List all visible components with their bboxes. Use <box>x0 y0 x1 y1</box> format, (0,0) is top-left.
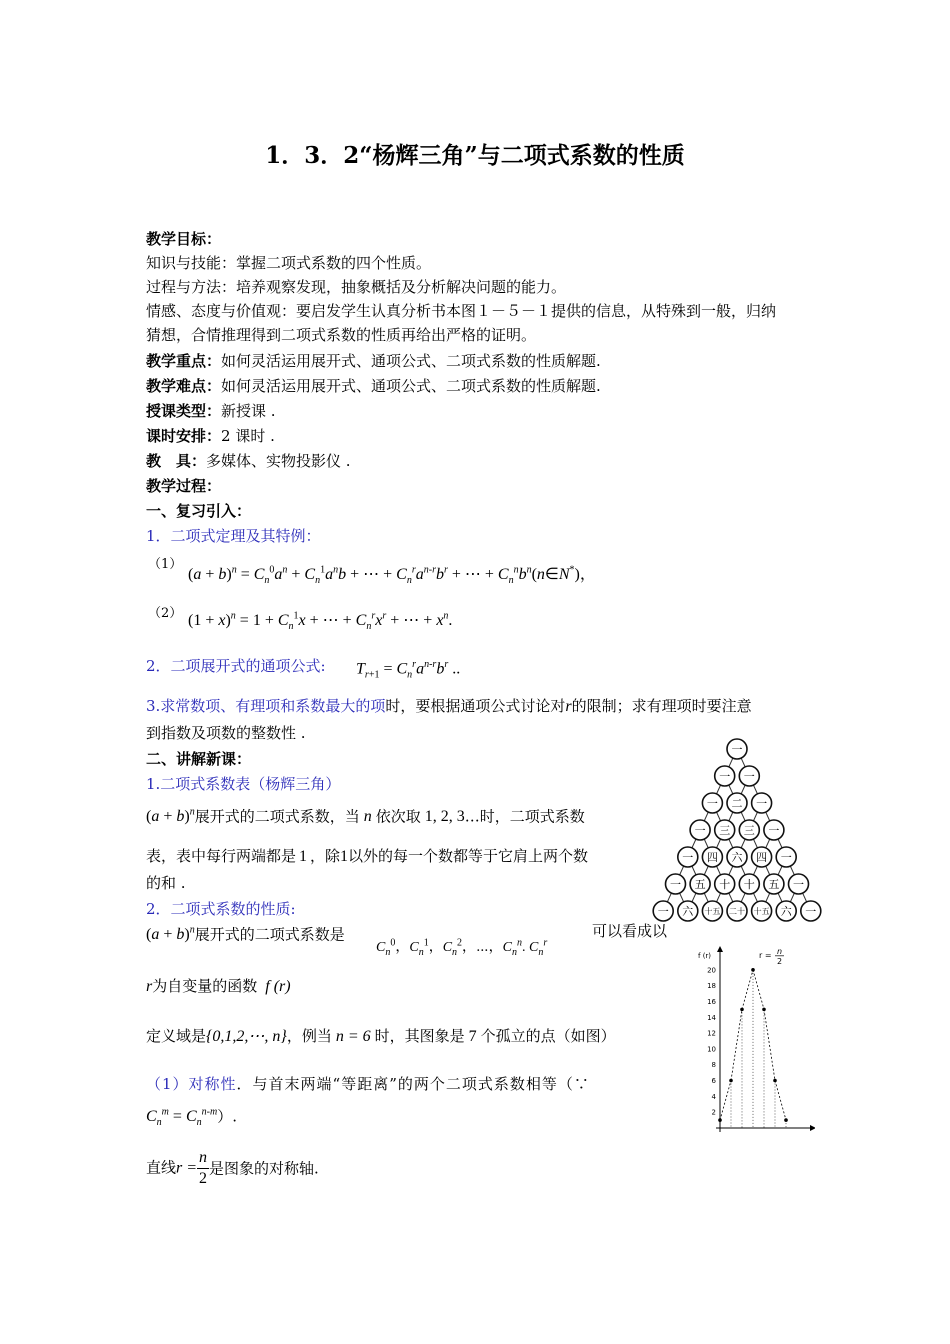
y-tick-label: 20 <box>707 966 716 975</box>
triangle-node <box>739 820 759 840</box>
triangle-node <box>727 847 747 867</box>
triangle-node-label: 十五 <box>704 907 721 917</box>
triangle-node <box>715 766 735 786</box>
triangle-node <box>752 847 772 867</box>
triangle-node <box>678 901 698 921</box>
symmetry-property <box>146 1073 590 1095</box>
triangle-node <box>702 793 722 813</box>
y-axis-arrow <box>717 946 723 952</box>
para-1-l2-text-a: 表，表中每行两端都是 <box>146 847 297 865</box>
para-2-text-f: 时，其图象是 <box>374 1027 465 1045</box>
para-2-n-equals-6: n = 6 <box>335 1028 371 1045</box>
triangle-node-label: 一 <box>743 770 755 784</box>
axis-r-equals: r = <box>176 1159 198 1177</box>
data-point <box>729 1079 733 1083</box>
triangle-node-label: 六 <box>780 905 792 919</box>
formula-special-case: $(1 + x)^n = 1 + C_n^1x$ + ⋯ + $C_n^rx^r$ + ⋯ + $x^n$. <box>188 610 453 633</box>
objective-knowledge: 知识与技能：掌握二项式系数的四个性质。 <box>146 254 432 272</box>
triangle-node <box>789 874 809 894</box>
y-tick-label: 14 <box>707 1013 716 1022</box>
peak-annotation-r: r = <box>759 950 772 960</box>
triangle-node <box>678 847 698 867</box>
triangle-node <box>702 847 722 867</box>
axis-fraction-numerator: n <box>197 1148 209 1169</box>
triangle-node <box>715 820 735 840</box>
key-point <box>146 350 601 372</box>
y-tick-label: 12 <box>707 1029 716 1038</box>
lesson-hours-label: 课时安排： <box>146 427 222 445</box>
lesson-para-1-line1 <box>146 802 585 828</box>
triangle-node-label: 一 <box>805 905 817 919</box>
symmetry-axis-line <box>146 1148 319 1189</box>
review-item-3-r: r <box>565 698 572 715</box>
teaching-tools <box>146 450 351 472</box>
triangle-node-label: 一 <box>682 851 694 865</box>
triangle-node-label: 一 <box>657 905 669 919</box>
data-point <box>751 968 755 972</box>
data-point <box>784 1118 788 1122</box>
lesson-type-label: 授课类型： <box>146 402 222 420</box>
symmetry-text: ．与首末两端“等距离”的两个二项式系数相等（∵ <box>236 1075 590 1093</box>
triangle-node-label: 一 <box>780 851 792 865</box>
lesson-type-text: 新授课 . <box>221 402 276 420</box>
triangle-node-label: 五 <box>768 878 780 892</box>
triangle-node-label: 一 <box>756 797 768 811</box>
triangle-node <box>690 820 710 840</box>
triangle-node <box>653 901 673 921</box>
triangle-node-label: 二十 <box>729 907 745 917</box>
yanghui-triangle <box>645 733 825 923</box>
series-connector <box>742 970 753 1010</box>
peak-annotation-numerator: n <box>777 946 783 956</box>
triangle-node <box>739 874 759 894</box>
triangle-node-label: 一 <box>719 770 731 784</box>
peak-annotation-denominator: 2 <box>777 956 783 966</box>
expr-a-plus-b-n: $(a + b)^n$ <box>146 807 195 826</box>
triangle-node <box>727 793 747 813</box>
series-connector <box>775 1081 786 1121</box>
triangle-node <box>764 820 784 840</box>
triangle-node-label: 五 <box>694 878 706 892</box>
y-tick-label: 6 <box>711 1077 716 1086</box>
triangle-node-label: 十 <box>719 878 731 892</box>
para-2-text-b: 可以看成以 <box>592 922 668 940</box>
para-1-n: n <box>363 808 372 826</box>
key-point-text: 如何灵活运用展开式、通项公式、二项式系数的性质解题. <box>221 352 601 370</box>
teaching-tools-label: 教 具： <box>146 452 207 470</box>
y-tick-label: 2 <box>711 1108 716 1117</box>
x-axis-arrow <box>810 1125 815 1131</box>
triangle-node <box>801 901 821 921</box>
symmetry-end: ）. <box>217 1107 237 1126</box>
triangle-node-label: 一 <box>793 878 804 892</box>
review-item-3-text-b: 的限制；求有理项时要注意 <box>571 697 752 715</box>
y-tick-label: 4 <box>711 1092 716 1101</box>
para-1-text-b: 依次取 <box>375 807 421 826</box>
para-2-seven: 7 <box>468 1028 477 1045</box>
para-2-text-g: 个孤立的点（如图） <box>480 1027 616 1045</box>
symmetry-label: （1）对称性 <box>146 1075 237 1093</box>
lesson-para-1-line2 <box>146 845 588 868</box>
para-2-text-e: ，例当 <box>286 1027 332 1045</box>
data-point <box>718 1118 722 1122</box>
series-connector <box>753 970 764 1010</box>
triangle-node-label: 三 <box>719 824 731 838</box>
formula-1-number: （1） <box>148 557 183 572</box>
difficult-point-label: 教学难点： <box>146 377 222 395</box>
triangle-node-label: 六 <box>682 905 694 919</box>
y-tick-label: 16 <box>707 997 716 1006</box>
triangle-node <box>776 901 796 921</box>
para-2-fr: f (r) <box>265 978 291 995</box>
triangle-node <box>727 901 747 921</box>
triangle-node-label: 一 <box>670 878 681 892</box>
teaching-tools-text: 多媒体、实物投影仪 . <box>206 452 351 470</box>
para-1-text-a: 展开式的二项式系数，当 <box>194 807 360 826</box>
triangle-node <box>752 793 772 813</box>
triangle-node-label: 二 <box>731 797 743 811</box>
triangle-node <box>690 874 710 894</box>
para-2-text-d: 定义域是 <box>146 1027 207 1045</box>
para-1-l2-text-c: 以外的每一个数都等于它肩上两个数 <box>348 847 589 865</box>
binomial-coefficient-chart <box>690 940 815 1140</box>
lesson-heading: 二、讲解新课： <box>146 750 252 768</box>
lesson-type <box>146 400 276 422</box>
para-2-text-a: 展开式的二项式系数是 <box>194 925 345 944</box>
triangle-node <box>764 874 784 894</box>
y-tick-label: 10 <box>707 1045 716 1054</box>
formula-general-term: $T_{r+1} = C_n^ra^{n-r}b^r$ .. <box>356 659 461 681</box>
y-tick-label: 8 <box>711 1061 716 1070</box>
key-point-label: 教学重点： <box>146 352 222 370</box>
review-item-3 <box>146 695 752 718</box>
triangle-node-label: 一 <box>706 797 718 811</box>
triangle-node-label: 四 <box>756 851 768 865</box>
process-label: 教学过程： <box>146 477 222 495</box>
data-point <box>773 1079 777 1083</box>
lesson-para-2-line2 <box>146 975 291 998</box>
triangle-node-label: 一 <box>768 824 780 838</box>
axis-fraction-denominator: 2 <box>199 1170 208 1187</box>
para-2-r: r <box>146 978 153 995</box>
expr-a-plus-b-n-2: $(a + b)^n$ <box>146 925 195 944</box>
objective-emotion-line2: 猜想，合情推理得到二项式系数的性质再给出严格的证明。 <box>146 326 537 344</box>
axis-text-a: 直线 <box>146 1158 177 1177</box>
formula-binomial-theorem: $(a + b)^n = C_n^0a^n + C_n^1a^nb$ + ⋯ + $C_n^ra^{n-r}b^r$ + ⋯ + $C_n^nb^n(n\in N^*)$， <box>188 564 596 587</box>
page-title: 1．3．2“杨辉三角”与二项式系数的性质 <box>265 142 685 169</box>
axis-fraction <box>197 1148 209 1189</box>
review-item-3-text-a: 时，要根据通项公式讨论对 <box>385 697 566 715</box>
series-connector <box>720 1081 731 1121</box>
triangle-node <box>752 901 772 921</box>
para-1-l2-text-b: ，除 <box>310 847 341 865</box>
data-point <box>740 1008 744 1012</box>
triangle-node-label: 六 <box>731 851 743 865</box>
objective-process: 过程与方法：培养观察发现，抽象概括及分析解决问题的能力。 <box>146 278 567 296</box>
triangle-node-label: 一 <box>731 743 743 757</box>
difficult-point <box>146 375 601 397</box>
triangle-node-label: 十 <box>743 878 755 892</box>
objectives-heading: 教学目标： <box>146 230 222 248</box>
formula-2-number: （2） <box>148 606 183 621</box>
para-2-text-c: 为自变量的函数 <box>152 977 258 995</box>
y-axis-label: f (r) <box>698 952 712 960</box>
triangle-node <box>727 739 747 759</box>
triangle-node <box>702 901 722 921</box>
lesson-para-1-line3: 的和 . <box>146 874 186 892</box>
para-1-one-2: 1 <box>340 848 349 865</box>
lesson-subheading-2: 2．二项式系数的性质: <box>146 900 296 918</box>
triangle-node <box>776 847 796 867</box>
axis-text-b: 是图象的对称轴. <box>209 1159 319 1178</box>
symmetry-formula-line <box>146 1102 237 1135</box>
review-item-3-line2: 到指数及项数的整数性 . <box>146 724 306 742</box>
review-item-3-highlight: 3.求常数项、有理项和系数最大的项 <box>146 697 386 715</box>
lesson-hours <box>146 425 275 447</box>
series-connector <box>764 1009 775 1080</box>
triangle-node <box>739 766 759 786</box>
triangle-node <box>666 874 686 894</box>
para-1-text-c: …时，二项式系数 <box>464 807 585 826</box>
y-tick-label: 18 <box>707 982 716 991</box>
triangle-node <box>715 874 735 894</box>
symmetry-formula: $C_n^m = C_n^{n-m}$ <box>146 1107 218 1129</box>
objective-emotion-line1: 情感、态度与价值观：要启发学生认真分析书本图１－５－１提供的信息，从特殊到一般，归纳 <box>146 302 777 320</box>
para-1-one: 1 <box>299 848 308 865</box>
triangle-node-label: 四 <box>706 851 718 865</box>
data-point <box>762 1008 766 1012</box>
triangle-node-label: 十五 <box>753 907 770 917</box>
review-heading: 一、复习引入： <box>146 502 252 520</box>
para-1-sequence: 1, 2, 3 <box>424 808 465 826</box>
lesson-subheading-1: 1.二项式系数表（杨辉三角） <box>146 775 341 793</box>
review-item-2: 2．二项展开式的通项公式: <box>146 657 326 675</box>
lesson-hours-text: 2 课时 . <box>221 427 275 445</box>
para-2-domain-set: {0,1,2,⋯, n} <box>206 1028 287 1045</box>
triangle-node-label: 一 <box>694 824 706 838</box>
triangle-node-label: 三 <box>743 824 755 838</box>
lesson-para-2-line3 <box>146 1025 616 1048</box>
coefficient-list: $C_n^0$，$C_n^1$，$C_n^2$，⋯，$C_n^n$. $C_n^r$ <box>376 937 548 958</box>
review-item-1: 1．二项式定理及其特例： <box>146 527 321 545</box>
series-connector <box>731 1009 742 1080</box>
difficult-point-text: 如何灵活运用展开式、通项公式、二项式系数的性质解题. <box>221 377 601 395</box>
